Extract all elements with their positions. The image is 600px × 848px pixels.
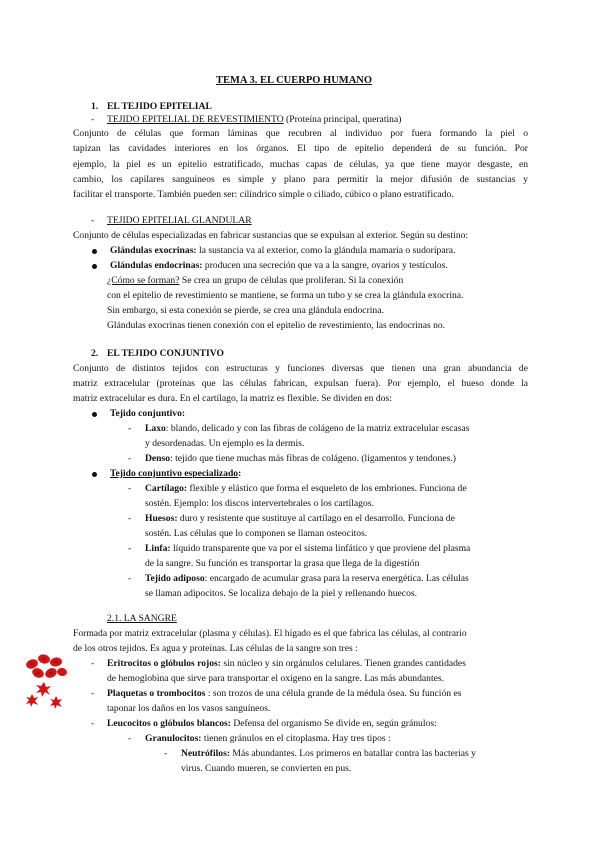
- paragraph-line: se llaman adipocitos. Se localiza debajo de la piel y rellenando huecos.: [145, 588, 417, 599]
- paragraph-line: con el epitelio de revestimiento se mantiene, se forma un tubo y se crea la glándula exocrina.: [107, 290, 464, 301]
- question-text: Se crea un grupo de células que proliferan. Si la conexión: [179, 275, 404, 286]
- dash-marker: -: [91, 718, 95, 729]
- term-text: : son trozos de una célula grande de la médula ósea. Su función es: [205, 688, 462, 699]
- term-colon: :: [238, 468, 242, 479]
- term-label: Denso: [145, 453, 171, 464]
- list-item-leucocitos: [107, 718, 437, 730]
- question-line: [107, 275, 403, 287]
- term-text: Defensa del organismo Se divide en, según gránulos:: [230, 718, 437, 729]
- subsection-revestimiento: [107, 114, 401, 126]
- list-item-huesos: [145, 513, 455, 525]
- term-label: Linfa:: [145, 543, 171, 554]
- section-2-heading: EL TEJIDO CONJUNTIVO: [107, 348, 224, 359]
- section-2-1-heading: 2.1. LA SANGRE: [107, 613, 177, 624]
- dash-marker: -: [128, 733, 132, 744]
- bullet-marker: [92, 412, 97, 417]
- platelet-icon: [36, 682, 51, 697]
- term-label: Laxo: [145, 423, 166, 434]
- list-item-cartilago: [145, 483, 467, 495]
- term-label: Leucocitos o glóbulos blancos:: [107, 718, 231, 729]
- paragraph-line: Glándulas exocrinas tienen conexión con el epitelio de revestimiento, las endocrinas no.: [107, 320, 446, 331]
- list-item-exocrinas: [110, 245, 455, 257]
- page-title: TEMA 3. EL CUERPO HUMANO: [216, 75, 373, 86]
- dash-marker: -: [91, 658, 95, 669]
- paragraph-line: de la sangre. Su función es transportar la grasa que llega de la digestión: [145, 558, 420, 569]
- term-text: la sustancia va al exterior, como la glándula mamaria o sudorípara.: [196, 245, 456, 256]
- term-label: Cartílago:: [145, 483, 188, 494]
- term-text: tienen gránulos en el citoplasma. Hay tres tipos :: [201, 733, 391, 744]
- paragraph-line: tapizan las cavidades interiores en los órganos. El tipo de epitelio dependerá de su función. Por: [73, 143, 528, 154]
- paragraph-line: sostén. Las células que lo componen se llaman osteocitos.: [145, 528, 368, 539]
- dash-marker: -: [91, 215, 95, 226]
- term-label: Eritrocitos o glóbulos rojos:: [107, 658, 221, 669]
- paragraph-line: Conjunto de células que forman láminas que recubren al individuo por fuera formando la piel o: [73, 128, 528, 139]
- paragraph-line: virus. Cuando mueren, se convierten en pus.: [181, 763, 352, 774]
- paragraph-line: matriz extracelular es dura. En el cartílago, la matriz es flexible. Se dividen en dos:: [73, 393, 392, 404]
- paragraph-line: ejemplo, la piel es un epitelio estratificado, muchas capas de células, ya que tiene mayor desgaste, en: [73, 159, 528, 170]
- dash-marker: -: [128, 513, 132, 524]
- paragraph-line: facilitar el transporte. También pueden ser: cilíndrico simple o ciliado, cúbico o plano estratificado.: [73, 189, 454, 200]
- bullet-marker: [92, 249, 97, 254]
- subsection-revestimiento-title: TEJIDO EPITELIAL DE REVESTIMIENTO: [107, 114, 284, 125]
- paragraph-line: Conjunto de células especializadas en fabricar sustancias que se expulsan al exterior. Según su destino:: [73, 230, 469, 241]
- section-2-number: 2.: [91, 348, 99, 359]
- term-label: Glándulas exocrinas:: [110, 245, 197, 256]
- paragraph-line: Sin embargo, si esta conexión se pierde, se crea una glándula endocrina.: [107, 305, 384, 316]
- paragraph-line: de los otros tejidos. Es agua y proteínas. Las células de la sangre son tres :: [73, 643, 358, 654]
- dash-marker: -: [128, 573, 132, 584]
- list-item-granulocitos: [145, 733, 391, 745]
- list-item-tejido-conjuntivo: Tejido conjuntivo:: [110, 408, 186, 419]
- platelet-icon: [50, 696, 62, 709]
- list-item-denso: [145, 453, 456, 465]
- blood-cells-icon: [24, 652, 68, 712]
- term-label: Plaquetas o trombocitos: [107, 688, 206, 699]
- term-text: duro y resistente que sustituye al cartílago en el desarrollo. Funciona de: [177, 513, 455, 524]
- dash-marker: -: [128, 483, 132, 494]
- paragraph-line: y desordenadas. Un ejemplo es la dermis.: [145, 438, 305, 449]
- bullet-marker: [92, 264, 97, 269]
- term-label: Granulocitos:: [145, 733, 202, 744]
- dash-marker: -: [128, 543, 132, 554]
- term-label: Tejido conjuntivo especializado: [110, 468, 239, 479]
- term-label: Tejido adiposo: [145, 573, 205, 584]
- list-item-eritrocitos: [107, 658, 466, 670]
- paragraph-line: de hemoglobina que sirve para transportar el oxígeno en la sangre. Las más abundantes.: [107, 673, 444, 684]
- term-text: : blando, delicado y con las fibras de colágeno de la matriz extracelular escasas: [165, 423, 470, 434]
- list-item-laxo: [145, 423, 469, 435]
- subsection-glandular-title: TEJIDO EPITELIAL GLANDULAR: [107, 215, 252, 226]
- platelet-icon: [26, 694, 38, 707]
- term-label: Glándulas endocrinas:: [110, 260, 203, 271]
- term-text: flexible y elástico que forma el esqueleto de los embriones. Funciona de: [187, 483, 467, 494]
- section-1-number: 1.: [91, 101, 99, 112]
- paragraph-line: cambio, los capilares sanguíneos es simple y plano para permitir la mejor difusión de sustancias y: [73, 174, 528, 185]
- term-label: Neutrófilos:: [181, 748, 231, 759]
- term-text: producen una secreción que va a la sangre, ovarios y testículos.: [202, 260, 448, 271]
- paragraph-line: matriz extracelular (proteínas que las células fabrican, expulsan fuera). Por ejemplo, el hueso donde la: [73, 378, 528, 389]
- dash-marker: -: [128, 453, 132, 464]
- term-text: : encargado de acumular grasa para la reserva energética. Las células: [204, 573, 469, 584]
- section-1-heading: EL TEJIDO EPITELIAL: [107, 101, 212, 112]
- dash-marker: -: [91, 688, 95, 699]
- list-item-adiposo: [145, 573, 469, 585]
- list-item-neutrofilos: [181, 748, 476, 760]
- dash-marker: -: [164, 748, 168, 759]
- term-text: sin núcleo y sin orgánulos celulares. Tienen grandes cantidades: [220, 658, 466, 669]
- term-text: : tejido que tiene muchas más fibras de colágeno. (ligamentos y tendones.): [170, 453, 456, 464]
- bullet-marker: [92, 472, 97, 477]
- paragraph-line: Formada por matriz extracelular (plasma y células). El hígado es el que fabrica las células, al contrario: [73, 628, 467, 639]
- list-item-plaquetas: [107, 688, 461, 700]
- question-label: ¿Cómo se forman?: [107, 275, 180, 286]
- term-text: líquido transparente que va por el sistema linfático y que proviene del plasma: [170, 543, 471, 554]
- paragraph-line: sostén. Ejemplo: los discos intervertebrales o los cartílagos.: [145, 498, 374, 509]
- paragraph-line: Conjunto de distintos tejidos con estructuras y funciones diversas que tienen una gran abundancia de: [73, 363, 528, 374]
- list-item-endocrinas: [110, 260, 448, 272]
- dash-marker: -: [91, 114, 95, 125]
- list-item-linfa: [145, 543, 470, 555]
- term-text: Más abundantes. Los primeros en batallar contra las bacterias y: [230, 748, 476, 759]
- dash-marker: -: [128, 423, 132, 434]
- red-cell-icon: [56, 667, 67, 677]
- paragraph-line: taponar los daños en los vasos sanguíneos.: [107, 703, 271, 714]
- subsection-revestimiento-note: (Proteína principal, queratina): [283, 114, 402, 125]
- list-item-especializado: [110, 468, 241, 480]
- term-label: Huesos:: [145, 513, 178, 524]
